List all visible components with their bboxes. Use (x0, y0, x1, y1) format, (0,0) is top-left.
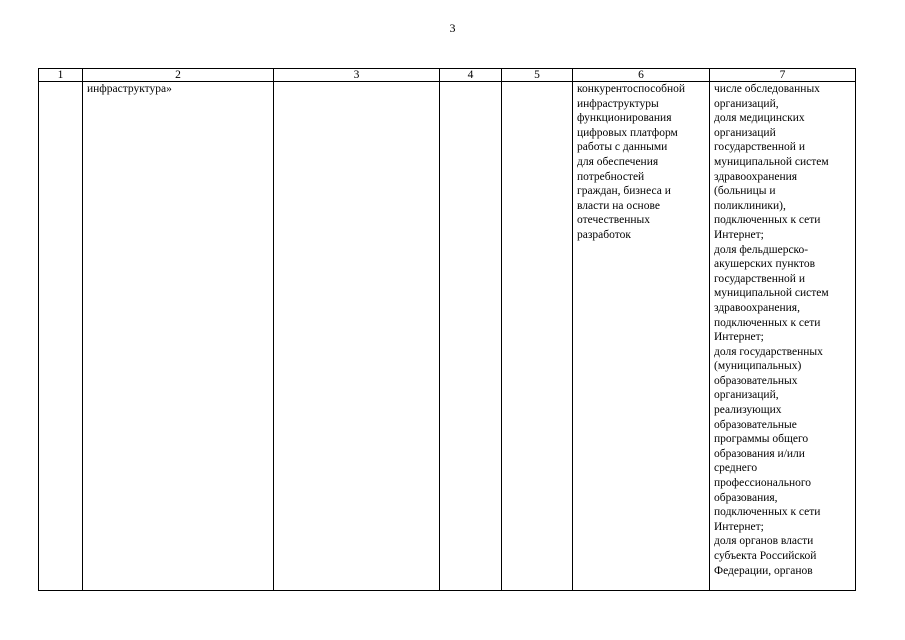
column-header-3: 3 (274, 69, 440, 82)
cell-col4 (440, 82, 502, 591)
column-header-4: 4 (440, 69, 502, 82)
cell-col7: числе обследованных организаций, доля медицинских организаций государственной и муниципальной систем здравоохранения (больницы и поликлиники), подключенных к сети Интернет; доля фельдшерско- акушерских пунктов государственной и муниципальной систем здравоохранения, подключенных к сети Интернет; доля государственных (муниципальных) образовательных организаций, реализующих образовательные программы общего образования и/или среднего профессионального образования, подключенных к сети Интернет; доля органов власти субъекта Российской Федерации, органов (710, 82, 856, 591)
cell-col1 (39, 82, 83, 591)
column-header-5: 5 (502, 69, 573, 82)
column-header-7: 7 (710, 69, 856, 82)
table-header-row (39, 69, 856, 82)
cell-col5 (502, 82, 573, 591)
cell-col2: инфраструктура» (83, 82, 274, 591)
page-number: 3 (449, 21, 456, 35)
column-header-6: 6 (573, 69, 710, 82)
cell-col3 (274, 82, 440, 591)
table-row (39, 82, 856, 591)
cell-col6: конкурентоспособной инфраструктуры функционирования цифровых платформ работы с данными для обеспечения потребностей граждан, бизнеса и власти на основе отечественных разработок (573, 82, 710, 591)
document-table (38, 68, 856, 591)
column-header-2: 2 (83, 69, 274, 82)
column-header-1: 1 (39, 69, 83, 82)
